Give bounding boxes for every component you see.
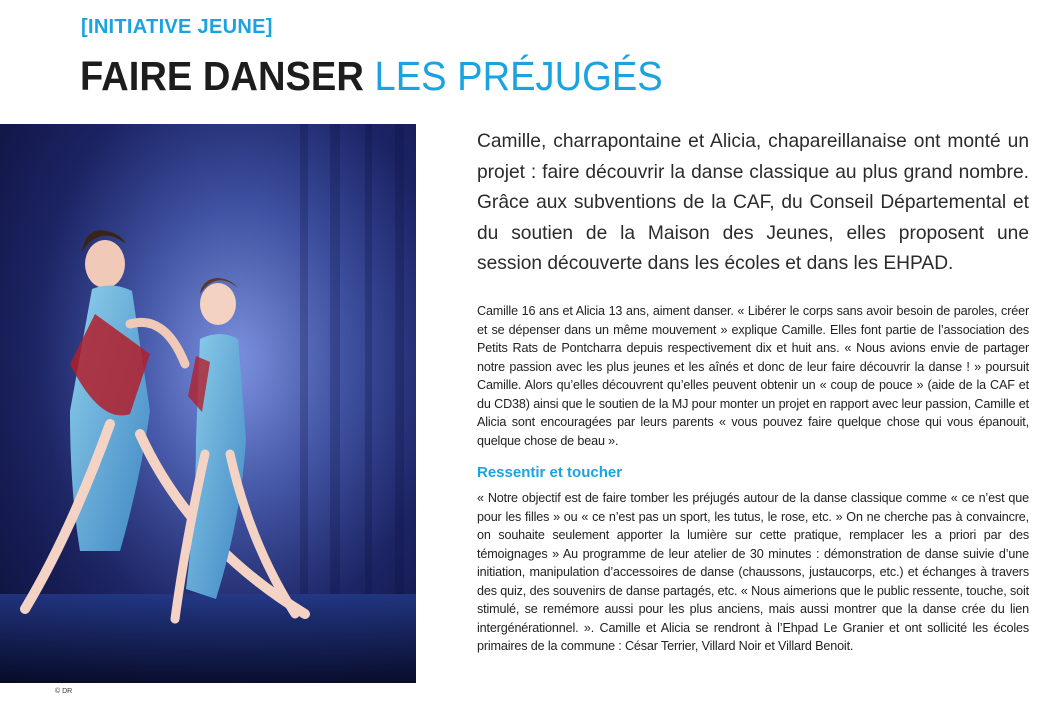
section-subheading: Ressentir et toucher [477,464,623,481]
title-bold: FAIRE DANSER [80,53,364,99]
article-lead: Camille, charrapontaine et Alicia, chapareillanaise ont monté un projet : faire découvrir la danse classique au plus grand nombre. Grâce aux subventions de la CAF, du Conseil Départemental et du soutien de la Maison des Jeunes, elles proposent une session découverte dans les écoles et dans les EHPAD. [477,131,1029,275]
title-light: LES PRÉJUGÉS [363,53,663,99]
dancers-photo [0,124,416,683]
article-title [80,52,663,100]
section-kicker: [INITIATIVE JEUNE] [81,16,273,38]
photo-credit: © DR [55,688,73,695]
body-paragraph-1: Camille 16 ans et Alicia 13 ans, aiment danser. « Libérer le corps sans avoir besoin de paroles, créer et se dépenser dans un même mouvement » explique Camille. Elles font partie de l’association des Petits Rats de Pontcharra depuis respectivement dix et huit ans. « Nous avions envie de partager notre passion avec les plus jeunes et les aînés et donc de leur faire découvrir la danse ! » poursuit Camille. Alors qu’elles découvrent qu’elles peuvent obtenir un « coup de pouce » (aide de la CAF et du CD38) ainsi que le soutien de la MJ pour monter un projet en rapport avec leur passion, Camille et Alicia sont encouragées par leurs parents « vous pouvez faire quelque chose qui vous épanouit, quelque chose de beau ». [477,304,1029,448]
body-paragraph-2: « Notre objectif est de faire tomber les préjugés autour de la danse classique comme « ce n’est que pour les filles » ou « ce n’est pas un sport, les tutus, le rose, etc. » On ne cherche pas à convaincre, on souhaite seulement apporter la lumière sur cette pratique, remplacer les a priori par des témoignages » Au programme de leur atelier de 30 minutes : démonstration de danse suivie d’une initiation, manipulation d’accessoires de danse (chaussons, justaucorps, etc.) et échanges à travers des quiz, des souvenirs de danse partagés, etc. « Nous aimerions que le public ressente, touche, soit stimulé, se remémore aussi pour les plus anciens, mais aussi montrer que la danse crée du lien intergénérationnel. ». Camille et Alicia se rendront à l’Ehpad Le Granier et ont sollicité les écoles primaires de la commune : César Terrier, Villard Noir et Villard Benoit. [477,491,1029,653]
